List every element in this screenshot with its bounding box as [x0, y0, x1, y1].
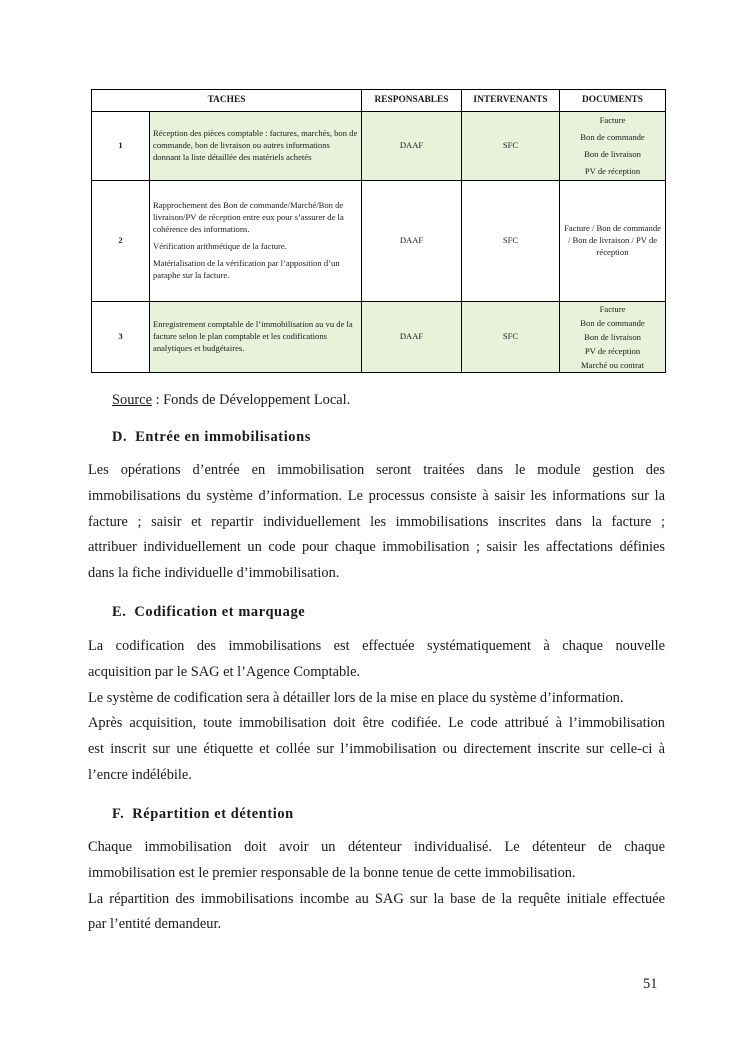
row-number: 3: [92, 302, 150, 373]
paragraph-line: Chaque immobilisation doit avoir un détenteur individualisé. Le détenteur de chaque: [88, 839, 665, 855]
paragraph-line: Les opérations d’entrée en immobilisation seront traitées dans le module gestion des: [88, 462, 665, 478]
paragraph-line: par l’entité demandeur.: [88, 916, 222, 933]
document-item: Bon de commande: [580, 318, 645, 328]
header-intervenants: INTERVENANTS: [462, 90, 560, 112]
document-item: PV de réception: [584, 166, 641, 176]
paragraph-line: immobilisation est le premier responsable de la bonne tenue de cette immobilisation.: [88, 864, 576, 881]
paragraph-line: Après acquisition, toute immobilisation doit être codifiée. Le code attribué à l’immobilisation: [88, 715, 665, 732]
documents-cell: [560, 302, 666, 373]
tasks-table: [91, 89, 666, 373]
section-heading-d: [112, 429, 311, 446]
table-header-row: [92, 90, 666, 112]
section-heading-f: [112, 806, 294, 823]
paragraph-line: est inscrit sur une étiquette et collée sur l’immobilisation ou directement inscrite sur celle-ci à: [88, 741, 665, 758]
section-paragraph-e: [88, 634, 665, 789]
task-line: Matérialisation de la vérification par l’apposition d’un paraphe sur la facture.: [153, 257, 340, 280]
section-paragraph-d: [88, 458, 665, 587]
document-item: Bon de commande: [580, 132, 645, 142]
document-item: Marché ou contrat: [581, 360, 645, 370]
document-item: Bon de livraison: [584, 149, 641, 159]
responsable-cell: DAAF: [362, 112, 462, 181]
intervenant-cell: SFC: [462, 181, 560, 302]
row-number: 2: [92, 181, 150, 302]
responsable-cell: DAAF: [362, 302, 462, 373]
document-item: PV de réception: [584, 346, 641, 356]
section-heading-e: [112, 604, 305, 621]
task-line: Vérification arithmétique de la facture.: [153, 241, 287, 251]
header-responsables: RESPONSABLES: [362, 90, 462, 112]
document-item: Facture / Bon de commande / Bon de livraison / PV de réception: [564, 223, 661, 257]
paragraph-line: Le système de codification sera à détailler lors de la mise en place du système d’information.: [88, 689, 624, 706]
row-number: 1: [92, 112, 150, 181]
header-taches: TACHES: [92, 90, 362, 112]
page-number: 51: [643, 976, 658, 992]
task-cell: [150, 302, 362, 373]
source-text: : Fonds de Développement Local.: [151, 392, 351, 408]
paragraph-line: attribuer individuellement un code pour chaque immobilisation ; saisir les affectations définies: [88, 539, 665, 556]
table-row: [92, 302, 666, 373]
paragraph-line: La codification des immobilisations est effectuée systématiquement à chaque nouvelle: [88, 638, 665, 654]
document-item: Facture: [599, 115, 626, 125]
table-row: [92, 181, 666, 302]
paragraph-line: immobilisations du système d’information. Le processus consiste à saisir les informations sur la: [88, 487, 665, 504]
section-title: Codification et marquage: [134, 604, 306, 620]
task-line: Réception des pièces comptable : factures, marchés, bon de commande, bon de livraison ou autres informations donnant la liste détaillée des matériels achetés: [153, 128, 358, 162]
paragraph-line: acquisition par le SAG et l’Agence Comptable.: [88, 663, 361, 680]
document-item: Bon de livraison: [584, 332, 641, 342]
source-label: Source: [112, 392, 152, 408]
documents-cell: [560, 112, 666, 181]
header-documents: DOCUMENTS: [560, 90, 666, 112]
section-letter: F.: [112, 806, 125, 822]
task-cell: [150, 112, 362, 181]
table-source: [112, 392, 350, 409]
section-paragraph-f: [88, 835, 665, 938]
paragraph-line: dans la fiche individuelle d’immobilisation.: [88, 565, 340, 582]
section-title: Répartition et détention: [132, 806, 294, 822]
task-line: Enregistrement comptable de l’immobilisation au vu de la facture selon le plan comptable et les codifications analytiques et budgétaires.: [153, 319, 353, 353]
document-item: Facture: [599, 304, 626, 314]
paragraph-line: facture ; saisir et repartir individuellement les immobilisations inscrites dans la facture ;: [88, 513, 665, 530]
responsable-cell: DAAF: [362, 181, 462, 302]
task-line: Rapprochement des Bon de commande/Marché/Bon de livraison/PV de réception entre eux pour s’assurer de la cohérence des informations.: [153, 200, 344, 235]
task-cell: [150, 181, 362, 302]
intervenant-cell: SFC: [462, 302, 560, 373]
section-title: Entrée en immobilisations: [135, 429, 311, 445]
paragraph-line: l’encre indélébile.: [88, 766, 192, 783]
paragraph-line: La répartition des immobilisations incombe au SAG sur la base de la requête initiale effectuée: [88, 890, 665, 907]
intervenant-cell: SFC: [462, 112, 560, 181]
section-letter: E.: [112, 604, 127, 620]
section-letter: D.: [112, 429, 128, 445]
table-row: [92, 112, 666, 181]
documents-cell: [560, 181, 666, 302]
